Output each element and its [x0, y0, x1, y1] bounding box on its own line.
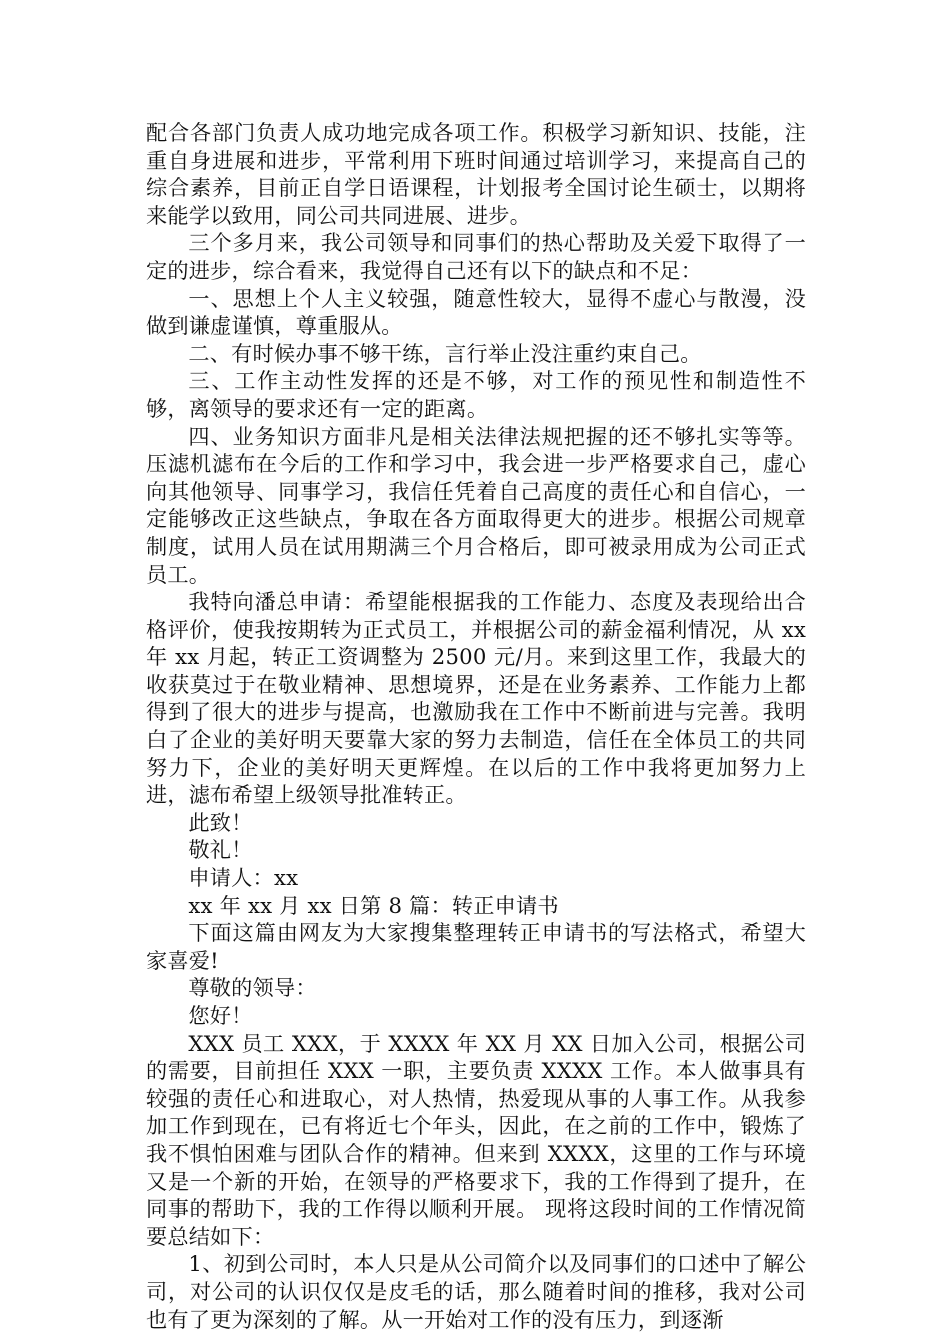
applicant-line: 申请人：xx — [188, 865, 299, 891]
paragraph-6: 四、业务知识方面非凡是相关法律法规把握的还不够扎实等等。压滤机滤布在今后的工作和学习中，我会进一步严格要求自己，虚心向其他领导、同事学习，我信任凭着自己高度的责任心和自信心，一定能够改正这些缺点，争取在各方面取得更大的进步。根据公司规章制度，试用人员在试用期满三个月合格后，即可被录用成为公司正式员工。 — [146, 423, 806, 587]
paragraph-4: 二、有时候办事不够干练，言行举止没注重约束自己。 — [188, 340, 702, 366]
paragraph-7: 我特向潘总申请：希望能根据我的工作能力、态度及表现给出合格评价，使我按期转为正式员工，并根据公司的薪金福利情况，从 xx 年 xx 月起，转正工资调整为 2500 元/月。来到这里工作，我最大的收获莫过于在敬业精神、思想境界，还是在业务素养、工作能力上都得到了很大的进步与提高，也激励我在工作中不断前进与完善。我明白了企业的美好明天要靠大家的努力去制造，信任在全体员工的共同努力下，企业的美好明天更辉煌。在以后的工作中我将更加努力上进，滤布希望上级领导批准转正。 — [146, 589, 806, 808]
closing-salutation: 此致！ — [188, 809, 253, 835]
greeting-hello: 您好！ — [188, 1003, 253, 1028]
paragraph-5: 三、工作主动性发挥的还是不够，对工作的预见性和制造性不够，离领导的要求还有一定的距离。 — [146, 368, 806, 421]
paragraph-2: 三个多月来，我公司领导和同事们的热心帮助及关爱下取得了一定的进步，综合看来，我觉得自己还有以下的缺点和不足： — [146, 230, 806, 283]
paragraph-1: 配合各部门负责人成功地完成各项工作。积极学习新知识、技能，注重自身进展和进步，平常利用下班时间通过培训学习，来提高自己的综合素养，目前正自学日语课程，计划报考全国讨论生硕士，以期将来能学以致用，同公司共同进展、进步。 — [146, 120, 806, 228]
paragraph-body-1: XXX 员工 XXX，于 XXXX 年 XX 月 XX 日加入公司，根据公司的需要，目前担任 XXX 一职，主要负责 XXXX 工作。本人做事具有较强的责任心和进取心，对人热情，热爱现从事的人事工作。从我参加工作到现在，已有将近七个年头，因此，在之前的工作中，锻炼了我不惧怕困难与团队合作的精神。但来到 XXXX，这里的工作与环境又是一个新的开始，在领导的严格要求下，我的工作得到了提升，在同事的帮助下，我的工作得以顺利开展。 现将这段时间的工作情况简要总结如下： — [146, 1030, 806, 1249]
closing-regards: 敬礼！ — [188, 837, 253, 863]
document-page — [146, 119, 806, 1333]
intro-paragraph: 下面这篇由网友为大家搜集整理转正申请书的写法格式，希望大家喜爱! — [146, 920, 806, 973]
date-and-section-title: xx 年 xx 月 xx 日第 8 篇：转正申请书 — [188, 892, 559, 918]
greeting-recipient: 尊敬的领导： — [188, 975, 317, 1001]
paragraph-body-2: 1、初到公司时，本人只是从公司简介以及同事们的口述中了解公司，对公司的认识仅仅是皮毛的话，那么随着时间的推移，我对公司也有了更为深刻的了解。从一开始对工作的没有压力，到逐渐 — [146, 1251, 806, 1332]
paragraph-3: 一、思想上个人主义较强，随意性较大，显得不虚心与散漫，没做到谦虚谨慎，尊重服从。 — [146, 285, 806, 339]
